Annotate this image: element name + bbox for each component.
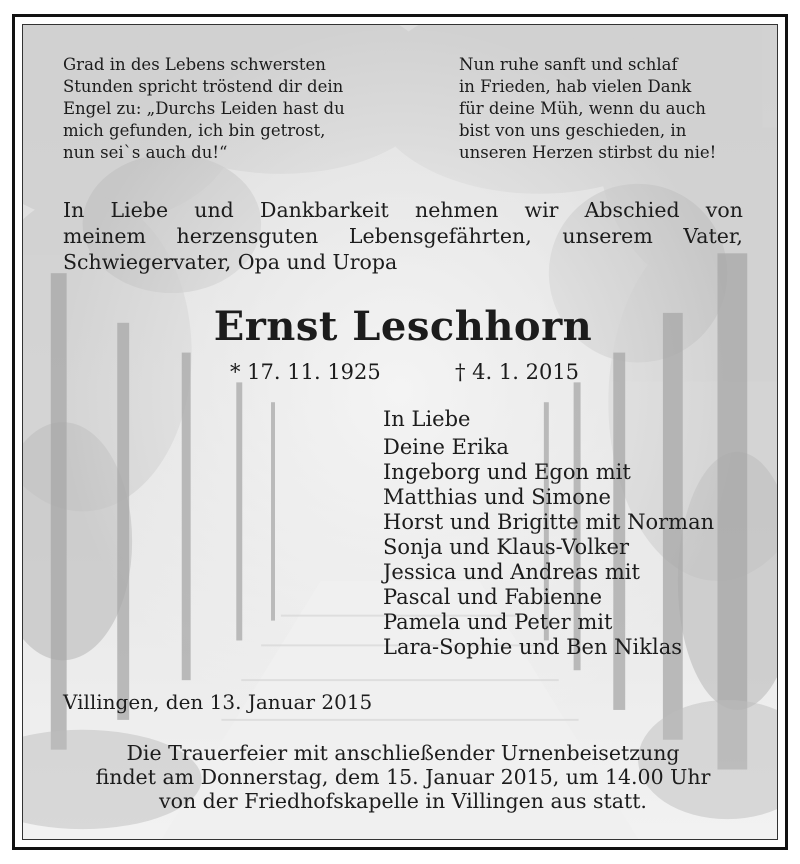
intro-line-1 [63,197,743,223]
family-list [383,407,714,660]
birth-date: * 17. 11. 1925 [230,360,381,384]
poem-line: nun sei`s auch du!“ [63,143,228,162]
poem-line: in Frieden, hab vielen Dank [459,77,692,96]
death-date: † 4. 1. 2015 [455,360,580,384]
intro-line-3: Schwiegervater, Opa und Uropa [63,250,398,274]
poem-line: mich gefunden, ich bin getrost, [63,121,326,140]
intro-word: unserem [562,224,653,248]
intro-word: nehmen [415,198,499,222]
intro-word: Liebe [110,198,169,222]
intro-word: von [705,198,743,222]
service-line: Die Trauerfeier mit anschließender Urnenbeisetzung [126,741,680,765]
poem-line: unseren Herzen stirbst du nie! [459,143,717,162]
poem-line: für deine Müh, wenn du auch [459,99,706,118]
intro-word: Vater, [683,224,743,248]
poem-line: Stunden spricht tröstend dir dein [63,77,344,96]
family-line: Lara-Sophie und Ben Niklas [383,635,682,659]
deceased-name: Ernst Leschhorn [213,303,593,350]
intro-line-2 [63,223,743,249]
intro-word: meinem [63,224,146,248]
intro-word: Abschied [584,198,680,222]
place-date: Villingen, den 13. Januar 2015 [63,690,373,714]
intro-word: Lebensgefährten, [348,224,532,248]
service-notice [23,741,778,813]
intro-word: und [194,198,234,222]
poem-line: bist von uns geschieden, in [459,121,687,140]
poem-line: Grad in des Lebens schwersten [63,55,326,74]
intro-word: In [63,198,85,222]
family-line: Ingeborg und Egon mit [383,460,631,484]
service-line: findet am Donnerstag, dem 15. Januar 2015, um 14.00 Uhr [95,765,711,789]
family-line: Horst und Brigitte mit Norman [383,510,715,534]
family-line: Pamela und Peter mit [383,610,613,634]
poem-right [459,54,716,164]
intro-paragraph [63,197,743,275]
family-line: Jessica und Andreas mit [383,560,640,584]
family-line: Sonja und Klaus-Volker [383,535,630,559]
service-line: von der Friedhofskapelle in Villingen aus statt. [159,789,647,813]
poem-line: Engel zu: „Durchs Leiden hast du [63,99,345,118]
intro-word: Dankbarkeit [260,198,389,222]
obituary-frame [12,14,788,850]
poem-left [63,54,345,164]
family-line: Matthias und Simone [383,485,611,509]
intro-word: herzensguten [176,224,319,248]
intro-word: wir [524,198,559,222]
poem-line: Nun ruhe sanft und schlaf [459,55,678,74]
family-line: Deine Erika [383,435,509,459]
family-heading: In Liebe [383,407,471,431]
family-line: Pascal und Fabienne [383,585,603,609]
obituary-panel [22,24,778,840]
